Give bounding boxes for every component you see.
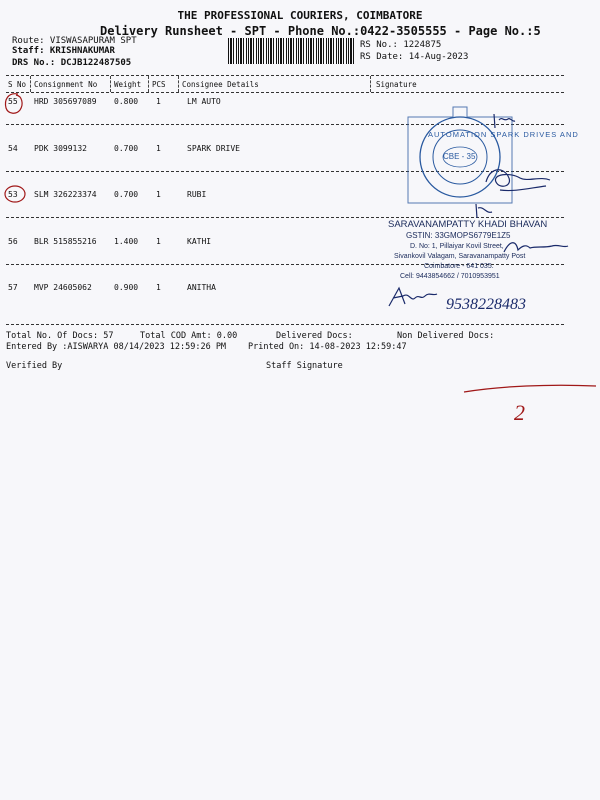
row-pcs: 1 <box>156 237 161 246</box>
company-name: THE PROFESSIONAL COURIERS, COIMBATORE <box>177 9 423 22</box>
col-divider <box>148 76 149 92</box>
barcode <box>228 38 354 64</box>
red-circle-mark <box>2 182 32 206</box>
row-sno: 53 <box>8 190 18 199</box>
handwritten-page-mark: 2 <box>514 400 525 425</box>
col-weight: Weight <box>114 80 142 89</box>
total-cod: Total COD Amt: 0.00 <box>140 331 238 341</box>
row-weight: 0.800 <box>114 97 139 106</box>
row-consignee: KATHI <box>187 237 212 246</box>
red-pen-mark <box>460 380 600 430</box>
table-bottom-rule <box>6 324 564 325</box>
stamp-address-1: D. No: 1, Pillaiyar Kovil Street, <box>410 243 504 250</box>
table-top-rule <box>6 75 564 76</box>
stamp-ring-text: AUTOMATION SPARK DRIVES AND <box>428 130 579 139</box>
non-delivered-docs: Non Delivered Docs: <box>397 331 495 341</box>
row-consignee: RUBI <box>187 190 207 199</box>
row-weight: 1.400 <box>114 237 139 246</box>
row-sno: 55 <box>8 97 18 106</box>
stamp-center-text: CBE - 35 <box>443 152 476 161</box>
stamp-address-2: Sivankovil Valagam, Saravanampatty Post <box>394 253 526 260</box>
signature-scribble <box>490 110 530 130</box>
row-pcs: 1 <box>156 190 161 199</box>
red-circle-mark <box>0 88 40 118</box>
col-pcs: PCS <box>152 80 166 89</box>
row-consignment: HRD 305697089 <box>34 97 97 106</box>
row-consignment: SLM 326223374 <box>34 190 97 199</box>
printed-on: Printed On: 14-08-2023 12:59:47 <box>248 342 407 352</box>
stamp-gstin: GSTIN: 33GMOPS6779E1Z5 <box>406 231 511 240</box>
signature-scribble <box>385 282 440 312</box>
row-consignment: PDK 3099132 <box>34 144 87 153</box>
row-weight: 0.700 <box>114 190 139 199</box>
total-docs: Total No. Of Docs: 57 <box>6 331 114 341</box>
col-consignee: Consignee Details <box>182 80 259 89</box>
verified-by: Verified By <box>6 361 63 371</box>
stamp-phone: Cell: 9443854662 / 7010953951 <box>400 273 500 280</box>
row-consignee: SPARK DRIVE <box>187 144 240 153</box>
col-divider <box>178 76 179 92</box>
signature-scribble <box>470 200 500 220</box>
row-consignee: LM AUTO <box>187 97 221 106</box>
rs-number: RS No.: 1224875 <box>360 40 442 50</box>
handwritten-phone: 9538228483 <box>446 296 526 313</box>
row-sno: 57 <box>8 283 18 292</box>
row-weight: 0.700 <box>114 144 139 153</box>
col-signature: Signature <box>376 80 417 89</box>
row-consignment: BLR 515855216 <box>34 237 97 246</box>
col-divider <box>110 76 111 92</box>
row-pcs: 1 <box>156 144 161 153</box>
staff-signature: Staff Signature <box>266 361 343 371</box>
runsheet-title: Delivery Runsheet - SPT - Phone No.:0422-3505555 - Page No.:5 <box>100 24 541 38</box>
row-consignment: MVP 24605062 <box>34 283 92 292</box>
stamp-address-3: Coimbatore - 641 035. <box>424 263 494 270</box>
row-weight: 0.900 <box>114 283 139 292</box>
col-consignment: Consignment No <box>34 80 98 89</box>
col-divider <box>370 76 371 92</box>
row-consignee: ANITHA <box>187 283 216 292</box>
entered-by: Entered By :AISWARYA 08/14/2023 12:59:26 PM <box>6 342 227 352</box>
col-sno: S No <box>8 80 27 89</box>
drs-number: DRS No.: DCJB122487505 <box>12 58 132 68</box>
signature-scribble <box>500 236 570 258</box>
signature-scribble <box>480 162 570 196</box>
row-pcs: 1 <box>156 283 161 292</box>
row-sno: 56 <box>8 237 18 246</box>
stamp-shop-name: SARAVANAMPATTY KHADI BHAVAN <box>388 219 548 230</box>
table-header-rule <box>6 92 564 93</box>
row-pcs: 1 <box>156 97 161 106</box>
staff-label: Staff: KRISHNAKUMAR <box>12 46 115 56</box>
route-label: Route: VISWASAPURAM SPT <box>12 36 137 46</box>
row-sno: 54 <box>8 144 18 153</box>
delivered-docs: Delivered Docs: <box>276 331 353 341</box>
rs-date: RS Date: 14-Aug-2023 <box>360 52 469 62</box>
